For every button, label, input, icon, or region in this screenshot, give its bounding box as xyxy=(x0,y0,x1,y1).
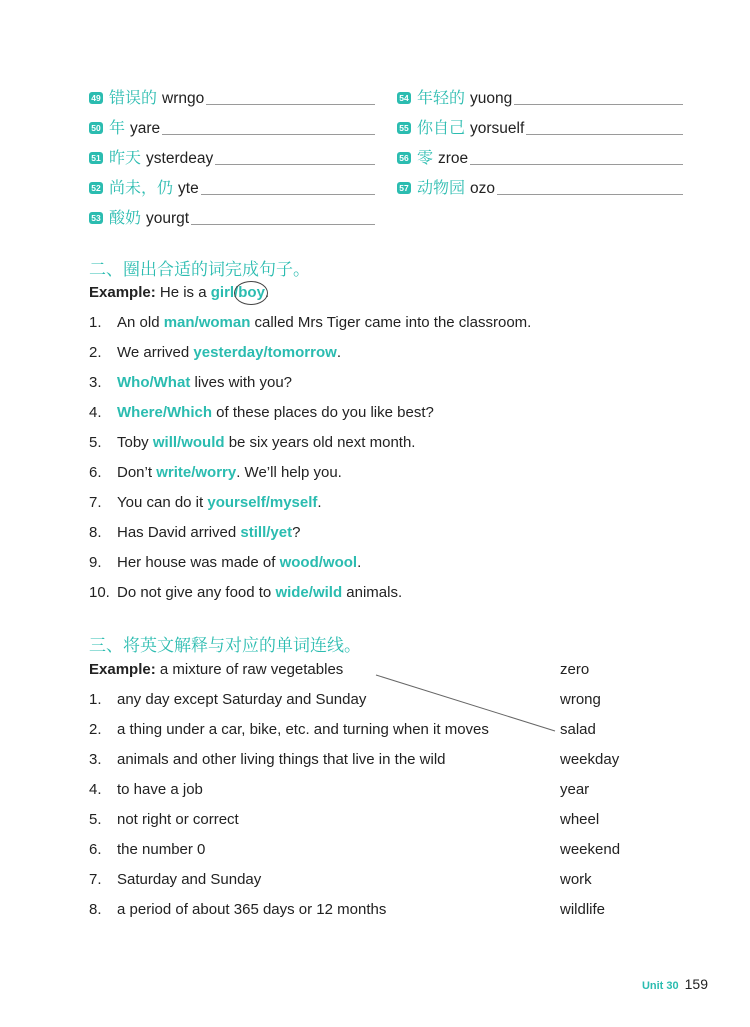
item-number: 2. xyxy=(89,344,102,361)
sentence-text: Her house was made of xyxy=(117,554,280,571)
sentence-text: Toby xyxy=(117,434,153,451)
unit-label: Unit 30 xyxy=(641,980,679,992)
match-definition[interactable] xyxy=(89,811,239,828)
scrambled-word: yare xyxy=(130,120,161,137)
sentence-text: be six years old next month. xyxy=(224,434,416,451)
match-definition[interactable] xyxy=(89,781,203,798)
sentence-text: . xyxy=(317,494,322,511)
match-definition[interactable] xyxy=(89,871,261,888)
chinese-meaning: 年 xyxy=(109,120,126,137)
item-number-badge: 50 xyxy=(89,122,103,134)
word-choice[interactable]: yesterday/tomorrow xyxy=(193,344,337,361)
example-label: Example: xyxy=(89,284,156,301)
sentence-text: . xyxy=(336,344,341,361)
definition-text: Saturday and Sunday xyxy=(117,871,262,888)
scrambled-word: yte xyxy=(178,180,199,197)
sentence-text: We arrived xyxy=(117,344,194,361)
item-number: 8. xyxy=(89,524,102,541)
match-word[interactable]: weekday xyxy=(560,751,620,768)
example-end: . xyxy=(264,284,270,301)
word-choice[interactable]: yourself/myself xyxy=(207,494,318,511)
word-choice[interactable]: will/would xyxy=(152,434,225,451)
word-choice[interactable]: wide/wild xyxy=(275,584,343,601)
sentence-text: animals. xyxy=(342,584,403,601)
match-word[interactable]: work xyxy=(560,871,592,888)
word-choice[interactable]: man/woman xyxy=(163,314,251,331)
item-number: 3. xyxy=(89,374,102,391)
sentence-text: Do not give any food to xyxy=(117,584,276,601)
chinese-meaning: 年轻的 xyxy=(417,90,466,107)
word-choice[interactable]: Where/Which xyxy=(117,404,213,421)
chinese-meaning: 酸奶 xyxy=(109,210,142,227)
page-number: 159 xyxy=(684,976,708,992)
chinese-meaning: 尚未，仍 xyxy=(109,180,174,197)
sentence-text: An old xyxy=(117,314,164,331)
item-number: 8. xyxy=(89,901,102,918)
sentence-text: You can do it xyxy=(117,494,208,511)
item-number: 1. xyxy=(89,314,102,331)
match-word[interactable]: wildlife xyxy=(560,901,606,918)
option-girl[interactable]: girl xyxy=(210,284,235,301)
definition-text: any day except Saturday and Sunday xyxy=(117,691,367,708)
chinese-meaning: 零 xyxy=(417,150,434,167)
item-number-badge: 54 xyxy=(397,92,411,104)
match-example xyxy=(89,661,343,678)
match-definition[interactable] xyxy=(89,721,489,738)
item-number: 2. xyxy=(89,721,102,738)
match-definition[interactable] xyxy=(89,901,386,918)
item-number-badge: 52 xyxy=(89,182,103,194)
word-choice[interactable]: wood/wool xyxy=(279,554,358,571)
item-number-badge: 53 xyxy=(89,212,103,224)
definition-text: the number 0 xyxy=(117,841,206,858)
item-number-badge: 55 xyxy=(397,122,411,134)
example-text: He is a xyxy=(155,284,211,301)
sentence-text: ? xyxy=(292,524,301,541)
item-number: 5. xyxy=(89,434,102,451)
item-number: 1. xyxy=(89,691,102,708)
sentence-text: called Mrs Tiger came into the classroom. xyxy=(250,314,532,331)
item-number-badge: 56 xyxy=(397,152,411,164)
match-word[interactable]: year xyxy=(560,781,590,798)
item-number-badge: 51 xyxy=(89,152,103,164)
item-number: 9. xyxy=(89,554,102,571)
example-label: Example: xyxy=(89,661,156,678)
definition-text: animals and other living things that live in the wild xyxy=(117,751,446,768)
scrambled-word: ozo xyxy=(470,180,496,197)
scrambled-word: ysterdeay xyxy=(146,150,214,167)
sentence-text: Don’t xyxy=(117,464,157,481)
item-number: 3. xyxy=(89,751,102,768)
match-word[interactable]: weekend xyxy=(560,841,621,858)
item-number: 5. xyxy=(89,811,102,828)
circled-option-boy[interactable]: boy xyxy=(238,284,265,301)
chinese-meaning: 动物园 xyxy=(417,180,466,197)
match-word[interactable]: salad xyxy=(560,721,596,738)
item-number: 6. xyxy=(89,464,102,481)
match-word[interactable]: wrong xyxy=(560,691,601,708)
word-choice[interactable]: still/yet xyxy=(240,524,293,541)
item-number: 4. xyxy=(89,404,102,421)
item-number: 4. xyxy=(89,781,102,798)
scrambled-word: wrngo xyxy=(162,90,205,107)
match-definition[interactable] xyxy=(89,691,366,708)
option-slash: / xyxy=(234,284,239,301)
sentence-text: of these places do you like best? xyxy=(212,404,434,421)
scrambled-word: yorsuelf xyxy=(470,120,525,137)
match-word[interactable]: wheel xyxy=(560,811,600,828)
definition-text: a period of about 365 days or 12 months xyxy=(117,901,387,918)
match-definition[interactable] xyxy=(89,751,446,768)
chinese-meaning: 昨天 xyxy=(109,150,142,167)
sentence-text: lives with you? xyxy=(190,374,293,391)
example-definition: a mixture of raw vegetables xyxy=(155,661,344,678)
sentence-text: . We’ll help you. xyxy=(236,464,342,481)
scrambled-word: yourgt xyxy=(146,210,190,227)
item-number-badge: 49 xyxy=(89,92,103,104)
scrambled-word: zroe xyxy=(438,150,469,167)
item-number-badge: 57 xyxy=(397,182,411,194)
chinese-meaning: 错误的 xyxy=(109,90,158,107)
scrambled-word: yuong xyxy=(470,90,513,107)
item-number: 7. xyxy=(89,871,102,888)
word-choice[interactable]: write/worry xyxy=(156,464,237,481)
match-word[interactable]: zero xyxy=(560,661,590,678)
match-definition[interactable] xyxy=(89,841,205,858)
section-2-title: 二、圈出合适的词完成句子。 xyxy=(89,260,310,279)
definition-text: not right or correct xyxy=(117,811,239,828)
item-number: 6. xyxy=(89,841,102,858)
sentence-text: Has David arrived xyxy=(117,524,241,541)
sentence-text: . xyxy=(357,554,362,571)
definition-text: a thing under a car, bike, etc. and turning when it moves xyxy=(117,721,489,738)
word-choice[interactable]: Who/What xyxy=(117,374,191,391)
definition-text: to have a job xyxy=(117,781,203,798)
section-3-title: 三、将英文解释与对应的单词连线。 xyxy=(89,636,361,655)
chinese-meaning: 你自己 xyxy=(417,120,466,137)
page-footer xyxy=(642,976,708,993)
item-number: 7. xyxy=(89,494,102,511)
item-number: 10. xyxy=(89,584,110,601)
